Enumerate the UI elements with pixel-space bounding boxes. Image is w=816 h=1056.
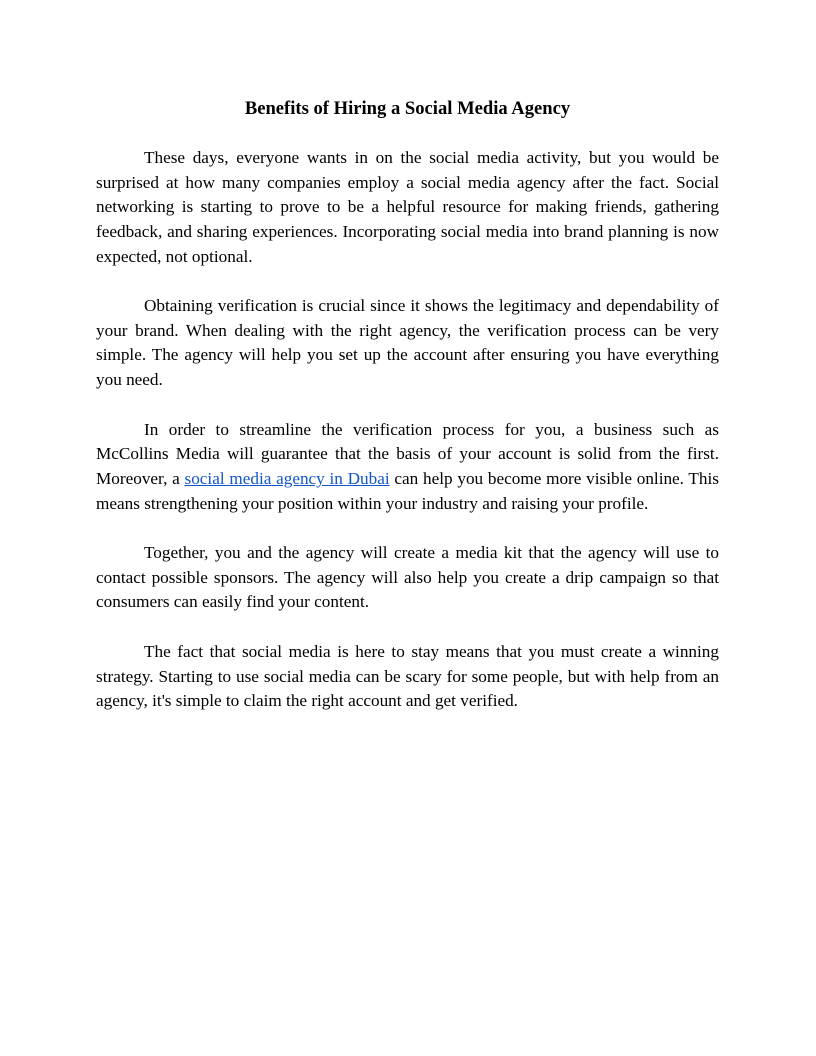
social-media-agency-dubai-link[interactable]: social media agency in Dubai [184, 468, 390, 488]
paragraph-5: The fact that social media is here to stay means that you must create a winning strategy. Starting to use social media can be scary for some people, but with help from an agency, it's simple to claim the right account and get verified. [96, 641, 719, 711]
paragraph-1: These days, everyone wants in on the social media activity, but you would be surprised at how many companies employ a social media agency after the fact. Social networking is starting to prove to be a helpful resource for making friends, gathering feedback, and sharing experiences. Incorporating social media into brand planning is now expected, not optional. [96, 147, 719, 266]
document-title: Benefits of Hiring a Social Media Agency [244, 98, 571, 119]
paragraph-3 [96, 418, 719, 517]
paragraph-3-text-after: can help you become more visible online. This means strengthening your position within your industry and raising your profile. [96, 468, 719, 513]
paragraph-2: Obtaining verification is crucial since it shows the legitimacy and dependability of your brand. When dealing with the right agency, the verification process can be very simple. The agency will help you set up the account after ensuring you have everything you need. [96, 296, 719, 390]
document-page [96, 96, 719, 739]
paragraph-3-text-before: In order to streamline the verification process for you, a business such as McCollins Media will guarantee that the basis of your account is solid from the first. Moreover, a [96, 419, 719, 488]
paragraph-4: Together, you and the agency will create a media kit that the agency will use to contact possible sponsors. The agency will also help you create a drip campaign so that consumers can easily find your content. [96, 543, 719, 612]
